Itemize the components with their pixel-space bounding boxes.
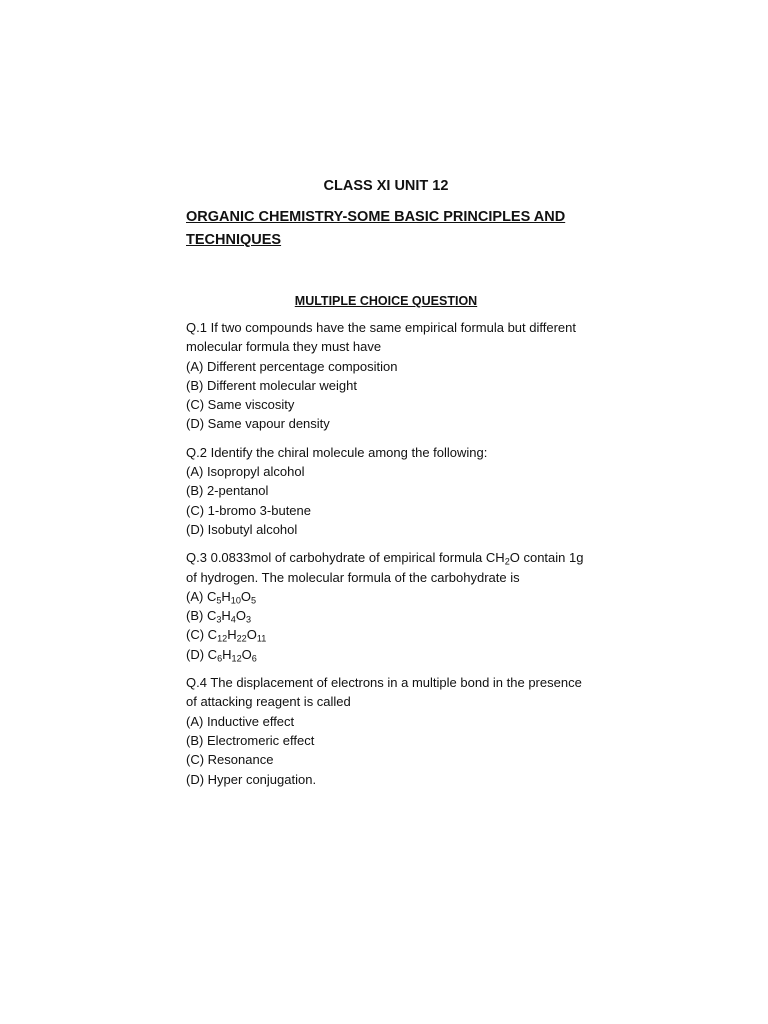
formula-element: C [207,646,218,662]
subscript: 2 [504,556,510,567]
question-3-text [186,548,586,587]
formula-subscript: 11 [256,633,267,644]
formula-element: O [241,646,252,662]
question-4 [186,673,586,789]
question-number: Q.1 [186,320,207,335]
option-c: (C) Same viscosity [186,397,295,413]
section-heading: MULTIPLE CHOICE QUESTION [294,294,478,308]
main-title: ORGANIC CHEMISTRY-SOME BASIC PRINCIPLES AND TECHNIQUES [186,209,566,248]
formula-subscript: 6 [217,653,223,664]
formula-element: O [235,608,246,624]
option-d: (D) Hyper conjugation. [186,771,317,787]
option-label: (C) [186,627,208,643]
question-1 [186,318,586,434]
formula-element: H [227,627,237,643]
question-number: Q.3 [186,550,207,566]
formula-subscript: 4 [230,614,236,625]
formula-element: H [221,588,231,604]
option-c: (C) Resonance [186,752,274,768]
formula-element: H [222,646,232,662]
option-c [186,625,586,644]
formula-element: H [221,608,231,624]
formula-subscript: 10 [230,595,241,606]
option-d: (D) Same vapour density [186,416,330,432]
option-a: (A) Isopropyl alcohol [186,464,305,480]
option-b [186,606,586,625]
formula-subscript: 12 [217,633,228,644]
question-stem: If two compounds have the same empirical formula but different molecular formula they must have [186,320,576,355]
formula-element: O [246,627,257,643]
question-2-text [186,443,586,462]
question-stem: Identify the chiral molecule among the following: [210,444,488,460]
formula-subscript: 5 [216,595,222,606]
question-stem: The displacement of electrons in a multiple bond in the presence of attacking reagent is called [186,675,582,710]
option-a [186,587,586,606]
formula-element: C [206,608,217,624]
option-c: (C) 1-bromo 3-butene [186,502,311,518]
formula-subscript: 5 [251,595,257,606]
option-d [186,645,586,664]
question-stem-part-1: 0.0833mol of carbohydrate of empirical formula CH [210,550,505,566]
option-label: (A) [186,588,207,604]
option-label: (B) [186,608,207,624]
class-title: CLASS XI UNIT 12 [323,178,449,194]
question-4-text [186,673,586,712]
formula-subscript: 6 [251,653,257,664]
question-number: Q.2 [186,444,207,460]
question-1-text [186,318,586,357]
option-a: (A) Inductive effect [186,713,295,729]
option-b: (B) 2-pentanol [186,483,269,499]
question-3 [186,548,586,664]
question-2 [186,443,586,539]
option-a: (A) Different percentage composition [186,358,398,374]
option-b: (B) Electromeric effect [186,732,315,748]
option-d: (D) Isobutyl alcohol [186,521,298,537]
formula-element: O [240,588,252,604]
question-number: Q.4 [186,675,207,691]
formula-subscript: 3 [216,614,222,625]
option-label: (D) [186,646,208,662]
document-content [186,176,586,798]
option-b: (B) Different molecular weight [186,377,357,393]
formula-element: C [206,588,217,604]
formula-subscript: 12 [231,653,242,664]
question-stem-part-2: O contain 1g of hydrogen. The molecular formula of the carbohydrate is [186,550,584,585]
formula-subscript: 22 [236,633,247,644]
formula-subscript: 3 [245,614,252,625]
formula-element: C [207,627,218,643]
